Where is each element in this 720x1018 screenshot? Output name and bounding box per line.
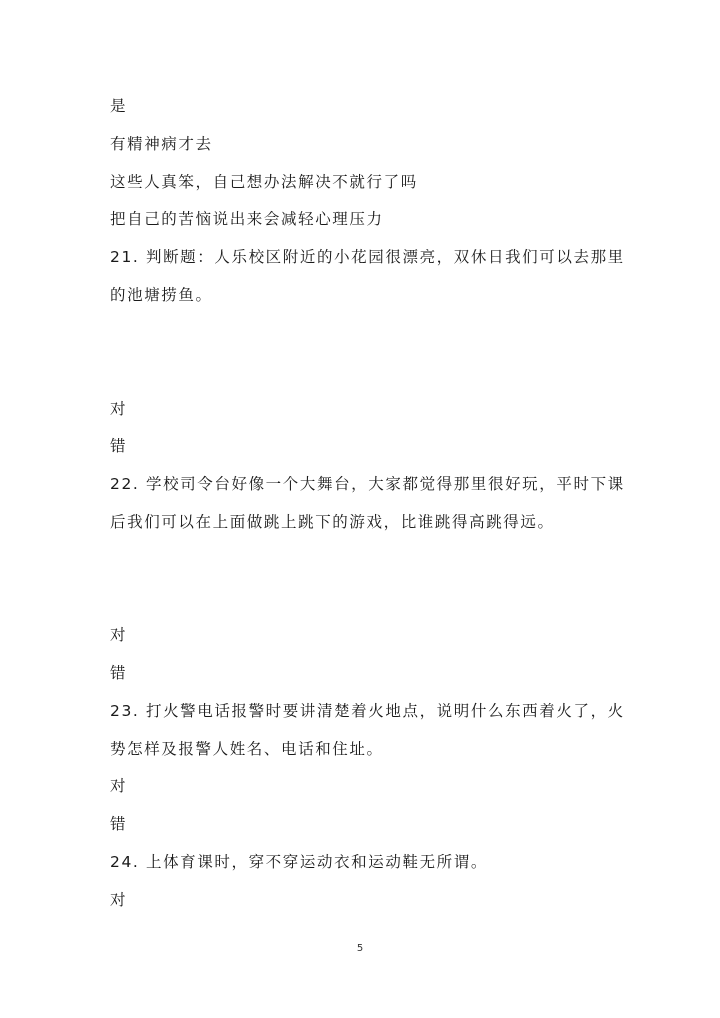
page-number: 5 bbox=[356, 943, 364, 954]
option-false: 错 bbox=[110, 437, 128, 455]
option-text: 这些人真笨，自己想办法解决不就行了吗 bbox=[110, 173, 418, 191]
question-21-text: 21. 判断题：人乐校区附近的小花园很漂亮，双休日我们可以去那里 bbox=[110, 248, 625, 266]
option-false: 错 bbox=[110, 815, 128, 833]
option-false: 错 bbox=[110, 664, 128, 682]
question-22-text: 22. 学校司令台好像一个大舞台，大家都觉得那里很好玩，平时下课 bbox=[110, 475, 625, 493]
option-text: 有精神病才去 bbox=[110, 135, 213, 153]
option-true: 对 bbox=[110, 400, 128, 418]
option-true: 对 bbox=[110, 777, 128, 795]
question-23-text: 23. 打火警电话报警时要讲清楚着火地点，说明什么东西着火了，火 bbox=[110, 702, 625, 720]
question-22-text-cont: 后我们可以在上面做跳上跳下的游戏，比谁跳得高跳得远。 bbox=[110, 513, 555, 531]
option-text: 是 bbox=[110, 97, 128, 115]
option-text: 把自己的苦恼说出来会减轻心理压力 bbox=[110, 210, 384, 228]
question-23-text-cont: 势怎样及报警人姓名、电话和住址。 bbox=[110, 740, 384, 758]
option-true: 对 bbox=[110, 891, 128, 909]
question-24-text: 24. 上体育课时，穿不穿运动衣和运动鞋无所谓。 bbox=[110, 853, 488, 871]
question-21-text-cont: 的池塘捞鱼。 bbox=[110, 286, 213, 304]
option-true: 对 bbox=[110, 626, 128, 644]
